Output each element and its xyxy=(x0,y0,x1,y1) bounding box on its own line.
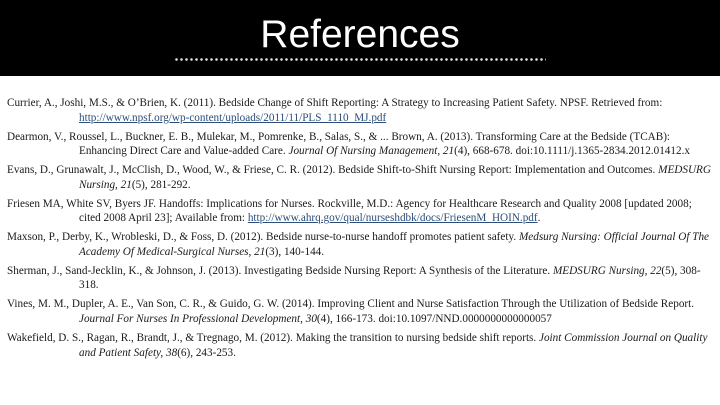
reference-details: (5), 308-318. xyxy=(79,264,701,292)
reference-link[interactable]: http://www.ahrq.gov/qual/nurseshdbk/docs/FriesenM_HOIN.pdf xyxy=(247,212,538,225)
reference-details: (5), 281-292. xyxy=(131,178,191,191)
reference-item xyxy=(7,130,715,159)
reference-text: Dearmon, V., Roussel, L., Buckner, E. B., Mulekar, M., Pomrenke, B., Salas, S., & ... Brown, A. (2013). Transforming Care at the Bedside (TCAB): Enhancing Direct Care and Value-added Care. xyxy=(7,130,671,158)
reference-journal: Medsurg Nursing: Official Journal Of The Academy Of Medical-Surgical Nurses, 21 xyxy=(79,231,710,258)
reference-item xyxy=(7,197,715,226)
reference-list xyxy=(7,96,715,365)
reference-text: Maxson, P., Derby, K., Wrobleski, D., & Foss, D. (2012). Bedside nurse-to-nurse handoff promotes patient safety. xyxy=(7,231,519,244)
reference-details: (4), 166-173. doi:10.1097/NND.0000000000000057 xyxy=(316,313,552,326)
reference-item xyxy=(7,297,715,326)
reference-details: (4), 668-678. doi:10.1111/j.1365-2834.2012.01412.x xyxy=(454,145,690,158)
reference-text: Currier, A., Joshi, M.S., & O’Brien, K. (2011). Bedside Change of Shift Reporting: A Strategy to Increasing Patient Safety. NPSF. Retrieved from: xyxy=(7,97,663,109)
title-bar xyxy=(0,0,720,76)
reference-item xyxy=(7,331,715,360)
reference-journal: Journal Of Nursing Management, 21 xyxy=(288,145,455,158)
page-title: References xyxy=(260,13,460,56)
reference-journal: MEDSURG Nursing, 21 xyxy=(79,164,711,191)
title-underline-dots xyxy=(174,57,546,63)
reference-item xyxy=(7,163,715,192)
reference-text: Friesen MA, White SV, Byers JF. Handoffs: Implications for Nurses. Rockville, M.D.: Agency for Healthcare Research and Quality 2008 [updated 2008; cited 2008 April 23]; Available from: xyxy=(7,197,692,225)
reference-text: Wakefield, D. S., Ragan, R., Brandt, J., & Tregnago, M. (2012). Making the transition to nursing bedside shift reports. xyxy=(7,332,539,345)
reference-journal: Journal For Nurses In Professional Development, 30 xyxy=(79,313,317,326)
reference-text: Vines, M. M., Dupler, A. E., Van Son, C. R., & Guido, G. W. (2014). Improving Client and Nurse Satisfaction Through the Utilization of Bedside Report. xyxy=(7,298,695,311)
reference-item xyxy=(7,96,715,125)
reference-journal: Joint Commission Journal on Quality and Patient Safety, 38 xyxy=(79,332,708,359)
reference-text: Evans, D., Grunawalt, J., McClish, D., Wood, W., & Friese, C. R. (2012). Bedside Shift-to-Shift Nursing Report: Implementation and Outcomes. xyxy=(7,164,659,177)
reference-item xyxy=(7,264,715,293)
reference-text: Sherman, J., Sand-Jecklin, K., & Johnson, J. (2013). Investigating Bedside Nursing Report: A Synthesis of the Literature. xyxy=(7,264,553,277)
reference-item xyxy=(7,230,715,259)
reference-details: (6), 243-253. xyxy=(177,346,236,359)
reference-details: (3), 140-144. xyxy=(265,245,325,258)
reference-trail: . xyxy=(537,212,541,225)
reference-journal: MEDSURG Nursing, 22 xyxy=(552,264,662,277)
reference-link[interactable]: http://www.npsf.org/wp-content/uploads/2011/11/PLS_1110_MJ.pdf xyxy=(79,111,387,124)
